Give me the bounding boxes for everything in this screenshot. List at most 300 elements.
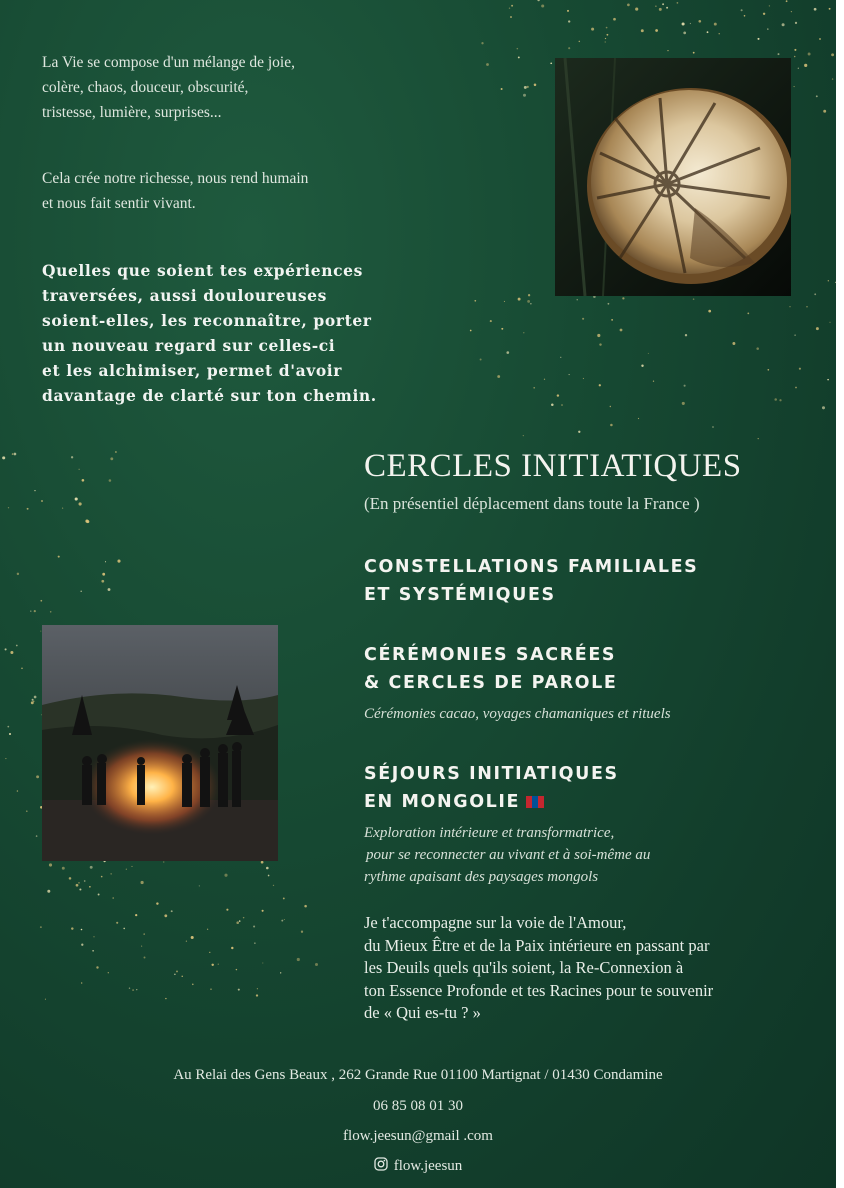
sparkle-dot bbox=[608, 303, 610, 305]
sparkle-dot bbox=[804, 64, 807, 67]
sparkle-dot bbox=[829, 8, 831, 10]
sparkle-dot bbox=[490, 320, 492, 322]
sparkle-dot bbox=[682, 402, 685, 405]
sparkle-dot bbox=[79, 502, 82, 505]
sparkle-dot bbox=[268, 875, 270, 877]
sparkle-dot bbox=[511, 5, 513, 7]
sparkle-dot bbox=[769, 5, 770, 6]
sparkle-dot bbox=[79, 469, 80, 470]
sparkle-dot bbox=[207, 929, 208, 930]
sparkle-dot bbox=[527, 86, 529, 88]
sparkle-dot bbox=[257, 988, 258, 989]
sparkle-dot bbox=[794, 56, 796, 58]
sparkle-dot bbox=[132, 989, 134, 991]
sparkle-dot bbox=[191, 936, 194, 939]
sparkle-dot bbox=[560, 357, 561, 358]
sparkle-dot bbox=[523, 435, 524, 436]
sparkle-dot bbox=[667, 50, 668, 51]
sparkle-dot bbox=[262, 910, 264, 912]
sparkle-dot bbox=[76, 884, 79, 887]
sparkle-dot bbox=[798, 68, 799, 69]
sparkle-dot bbox=[261, 861, 264, 864]
sparkle-dot bbox=[50, 611, 52, 613]
sparkle-dot bbox=[226, 909, 228, 911]
sparkle-dot bbox=[86, 520, 89, 523]
sparkle-dot bbox=[620, 329, 623, 332]
sparkle-dot bbox=[795, 22, 797, 24]
sparkle-dot bbox=[81, 944, 83, 946]
sparkle-dot bbox=[794, 49, 796, 51]
sparkle-dot bbox=[27, 508, 29, 510]
sparkle-dot bbox=[655, 29, 658, 32]
sparkle-dot bbox=[7, 726, 9, 728]
sparkle-dot bbox=[58, 556, 60, 558]
sparkle-dot bbox=[262, 962, 263, 963]
campfire-photo bbox=[42, 625, 278, 861]
sparkle-dot bbox=[165, 998, 166, 999]
sparkle-dot bbox=[129, 987, 130, 988]
sparkle-dot bbox=[71, 456, 73, 458]
sparkle-dot bbox=[92, 950, 94, 952]
sparkle-dot bbox=[156, 902, 158, 904]
intro-paragraph-2 bbox=[42, 166, 308, 216]
paragraph-line: de « Qui es-tu ? » bbox=[364, 1003, 481, 1022]
sparkle-dot bbox=[236, 969, 237, 970]
sparkle-dot bbox=[17, 790, 19, 792]
sparkle-dot bbox=[816, 327, 819, 330]
sparkle-dot bbox=[36, 835, 38, 837]
sparkle-dot bbox=[486, 63, 489, 66]
sparkle-dot bbox=[211, 964, 213, 966]
intro-line: tristesse, lumière, surprises... bbox=[42, 104, 222, 121]
sparkle-dot bbox=[199, 885, 200, 886]
sparkle-dot bbox=[763, 13, 765, 15]
sparkle-dot bbox=[17, 573, 19, 575]
sparkle-dot bbox=[568, 20, 570, 22]
highlight-line: Quelles que soient tes expériences bbox=[42, 261, 363, 280]
sparkle-dot bbox=[794, 334, 796, 336]
sparkle-dot bbox=[45, 999, 46, 1000]
sparkle-dot bbox=[823, 110, 826, 113]
description-line: Exploration intérieure et transformatrice, bbox=[364, 825, 615, 841]
description-line: pour se reconnecter au vivant et à soi-même au bbox=[366, 847, 651, 863]
sparkle-dot bbox=[747, 313, 749, 315]
sparkle-dot bbox=[266, 867, 269, 870]
sparkle-dot bbox=[577, 299, 578, 300]
sparkle-dot bbox=[806, 306, 807, 307]
sparkle-dot bbox=[741, 9, 743, 11]
sparkle-dot bbox=[605, 41, 606, 42]
sparkle-dot bbox=[814, 8, 817, 11]
sparkle-dot bbox=[819, 38, 821, 40]
paragraph-line: Je t'accompagne sur la voie de l'Amour, bbox=[364, 913, 627, 932]
sparkle-dot bbox=[62, 867, 65, 870]
heading-line: SÉJOURS INITIATIQUES bbox=[364, 764, 619, 784]
sparkle-dot bbox=[62, 507, 63, 508]
sparkle-dot bbox=[5, 648, 7, 650]
heading-line-with-flag bbox=[364, 788, 619, 816]
sparkle-dot bbox=[8, 507, 9, 508]
sparkle-dot bbox=[243, 917, 245, 919]
sparkle-dot bbox=[239, 920, 241, 922]
sparkle-dot bbox=[34, 610, 36, 612]
sparkle-dot bbox=[131, 866, 132, 867]
sparkle-dot bbox=[690, 23, 691, 24]
cercles-subtitle: (En présentiel déplacement dans toute la France ) bbox=[364, 494, 700, 513]
sparkle-dot bbox=[115, 451, 117, 453]
sparkle-dot bbox=[90, 866, 93, 869]
sparkle-dot bbox=[111, 873, 112, 874]
sparkle-dot bbox=[791, 11, 792, 12]
sparkle-dot bbox=[544, 379, 545, 380]
sparkle-dot bbox=[141, 881, 144, 884]
sparkle-dot bbox=[599, 384, 601, 386]
sparkle-dot bbox=[47, 890, 50, 893]
sparkle-dot bbox=[567, 10, 569, 12]
sparkle-dot bbox=[40, 600, 42, 602]
sparkle-dot bbox=[611, 319, 613, 321]
sparkle-dot bbox=[610, 406, 611, 407]
sparkle-dot bbox=[32, 699, 34, 701]
sparkle-dot bbox=[21, 667, 23, 669]
sparkle-dot bbox=[638, 418, 639, 419]
sparkle-dot bbox=[231, 947, 233, 949]
sparkle-dot bbox=[71, 927, 73, 929]
sparkle-dot bbox=[822, 406, 825, 409]
sparkle-dot bbox=[524, 86, 527, 89]
instagram-icon bbox=[374, 1157, 388, 1171]
sparkle-dot bbox=[682, 22, 685, 25]
sparkle-dot bbox=[541, 4, 544, 7]
sparkle-dot bbox=[192, 984, 194, 986]
sparkle-dot bbox=[790, 306, 791, 307]
sparkle-dot bbox=[641, 29, 644, 32]
sparkle-dot bbox=[635, 8, 638, 11]
sparkle-dot bbox=[756, 347, 759, 350]
instagram-handle: flow.jeesun bbox=[393, 1158, 463, 1174]
intro-line: et nous fait sentir vivant. bbox=[42, 195, 196, 212]
sparkle-dot bbox=[677, 2, 679, 4]
sparkle-dot bbox=[112, 897, 114, 899]
sparkle-dot bbox=[782, 23, 785, 26]
sparkle-dot bbox=[117, 560, 120, 563]
sparkle-dot bbox=[10, 651, 13, 654]
sparkle-dot bbox=[779, 399, 781, 401]
sparkle-dot bbox=[767, 28, 769, 30]
sparkle-dot bbox=[693, 298, 695, 300]
sparkle-dot bbox=[659, 8, 662, 11]
sparkle-dot bbox=[109, 479, 112, 482]
sparkle-dot bbox=[16, 645, 18, 647]
sparkle-dot bbox=[648, 353, 649, 354]
sparkle-dot bbox=[799, 368, 801, 370]
sparkle-dot bbox=[36, 775, 39, 778]
heading-line: ET SYSTÉMIQUES bbox=[364, 585, 556, 605]
sparkle-dot bbox=[518, 298, 521, 301]
sparkle-dot bbox=[33, 701, 34, 702]
sparkle-dot bbox=[655, 5, 657, 7]
sparkle-dot bbox=[41, 500, 43, 502]
highlight-line: et les alchimiser, permet d'avoir bbox=[42, 361, 343, 380]
sparkle-dot bbox=[236, 921, 239, 924]
sparkle-dot bbox=[297, 958, 300, 961]
sparkle-dot bbox=[774, 398, 777, 401]
sparkle-dot bbox=[597, 334, 600, 337]
sparkle-dot bbox=[569, 374, 570, 375]
email-address: flow.jeesun@gmail .com bbox=[343, 1128, 493, 1144]
sparkle-dot bbox=[685, 334, 687, 336]
sparkle-dot bbox=[136, 989, 137, 990]
sparkle-dot bbox=[224, 874, 227, 877]
sparkle-dot bbox=[34, 696, 37, 699]
sparkle-dot bbox=[816, 95, 818, 97]
sparkle-dot bbox=[280, 972, 281, 973]
sparkle-dot bbox=[5, 758, 6, 759]
sparkle-dot bbox=[708, 310, 711, 313]
paragraph-line: les Deuils quels qu'ils soient, la Re-Connexion à bbox=[364, 958, 684, 977]
paragraph-line: ton Essence Profonde et tes Racines pour te souvenir bbox=[364, 980, 714, 1000]
sparkle-dot bbox=[186, 941, 187, 942]
sparkle-dot bbox=[714, 23, 717, 26]
sparkle-dot bbox=[828, 280, 829, 281]
sparkle-dot bbox=[758, 438, 759, 439]
sparkle-dot bbox=[808, 53, 811, 56]
sparkle-dot bbox=[135, 914, 137, 916]
sparkle-dot bbox=[82, 479, 85, 482]
drum-illustration bbox=[555, 58, 791, 296]
sparkle-dot bbox=[126, 869, 127, 870]
description-line: rythme apaisant des paysages mongols bbox=[364, 869, 599, 885]
sparkle-dot bbox=[533, 387, 535, 389]
sparkle-dot bbox=[831, 53, 834, 56]
sparkle-dot bbox=[579, 41, 581, 43]
sparkle-dot bbox=[832, 78, 833, 79]
heading-line: CONSTELLATIONS FAMILIALES bbox=[364, 557, 699, 577]
sparkle-dot bbox=[578, 431, 580, 433]
sparkle-dot bbox=[534, 84, 537, 87]
sparkle-dot bbox=[304, 905, 307, 908]
intro-line: Cela crée notre richesse, nous rend humain bbox=[42, 170, 309, 187]
sparkle-dot bbox=[81, 982, 82, 983]
sparkle-dot bbox=[497, 375, 500, 378]
intro-paragraph-1 bbox=[42, 50, 295, 125]
sparkle-dot bbox=[814, 293, 816, 295]
sparkle-dot bbox=[209, 952, 210, 953]
sparkle-dot bbox=[641, 364, 643, 366]
sparkle-dot bbox=[102, 573, 105, 576]
sparkle-dot bbox=[693, 52, 695, 54]
sparkle-dot bbox=[283, 897, 285, 899]
sparkle-dot bbox=[480, 359, 482, 361]
intro-line: colère, chaos, douceur, obscurité, bbox=[42, 79, 249, 96]
sparkle-dot bbox=[474, 300, 476, 302]
sparkle-dot bbox=[683, 32, 686, 35]
sparkle-dot bbox=[116, 922, 118, 924]
sparkle-dot bbox=[757, 38, 759, 40]
sparkle-dot bbox=[622, 297, 624, 299]
sparkle-dot bbox=[174, 974, 175, 975]
sparkle-dot bbox=[78, 882, 79, 883]
sparkle-dot bbox=[105, 561, 106, 562]
phone-number: 06 85 08 01 30 bbox=[373, 1098, 463, 1114]
sparkle-dot bbox=[98, 894, 100, 896]
instagram-handle-row bbox=[0, 1157, 836, 1175]
sparkle-dot bbox=[778, 53, 780, 55]
constellations-heading bbox=[364, 553, 698, 609]
sparkle-dot bbox=[30, 610, 31, 611]
sparkle-dot bbox=[613, 18, 616, 21]
sparkle-dot bbox=[527, 300, 530, 303]
sparkle-dot bbox=[744, 15, 746, 17]
sparkle-dot bbox=[470, 330, 472, 332]
sparkle-dot bbox=[528, 294, 530, 296]
sparkle-dot bbox=[501, 328, 503, 330]
sparkle-dot bbox=[582, 318, 584, 320]
sparkle-dot bbox=[698, 20, 701, 23]
heading-line: CÉRÉMONIES SACRÉES bbox=[364, 645, 617, 665]
sparkle-dot bbox=[34, 490, 35, 491]
highlight-line: un nouveau regard sur celles-ci bbox=[42, 336, 336, 355]
accompaniment-paragraph bbox=[364, 912, 824, 1025]
sparkle-dot bbox=[605, 38, 606, 39]
sparkle-dot bbox=[666, 7, 668, 9]
sparkle-dot bbox=[101, 580, 104, 583]
sparkle-dot bbox=[653, 381, 654, 382]
sparkle-dot bbox=[182, 976, 183, 977]
sparkle-dot bbox=[684, 385, 686, 387]
sparkle-dot bbox=[123, 928, 125, 930]
sparkle-dot bbox=[75, 497, 78, 500]
sparkle-dot bbox=[829, 322, 830, 323]
sparkle-dot bbox=[273, 885, 274, 886]
sparkle-dot bbox=[96, 966, 98, 968]
sparkle-dot bbox=[171, 910, 173, 912]
sparkle-dot bbox=[101, 876, 103, 878]
sparkle-dot bbox=[108, 588, 111, 591]
sparkle-dot bbox=[210, 989, 211, 990]
sejours-heading bbox=[364, 760, 619, 816]
ceremonies-description: Cérémonies cacao, voyages chamaniques et rituels bbox=[364, 706, 671, 722]
sparkle-dot bbox=[827, 379, 829, 381]
sparkle-dot bbox=[732, 342, 735, 345]
sparkle-dot bbox=[31, 701, 34, 704]
sparkle-dot bbox=[12, 453, 13, 454]
sparkle-dot bbox=[93, 936, 94, 937]
sparkle-dot bbox=[506, 351, 509, 354]
sejours-description bbox=[364, 822, 650, 888]
sparkle-dot bbox=[719, 33, 720, 34]
sparkle-dot bbox=[110, 457, 113, 460]
sparkle-dot bbox=[767, 369, 769, 371]
drum-photo bbox=[555, 58, 791, 296]
sparkle-dot bbox=[510, 16, 512, 18]
sparkle-dot bbox=[254, 942, 255, 943]
highlight-line: traversées, aussi douloureuses bbox=[42, 286, 327, 305]
sparkle-dot bbox=[163, 861, 164, 862]
sparkle-dot bbox=[164, 914, 167, 917]
sparkle-dot bbox=[523, 94, 526, 97]
sparkle-dot bbox=[509, 8, 510, 9]
sparkle-dot bbox=[523, 332, 524, 333]
sparkle-dot bbox=[504, 301, 505, 302]
sparkle-dot bbox=[606, 34, 608, 36]
sparkle-dot bbox=[141, 946, 142, 947]
sparkle-dot bbox=[583, 378, 584, 379]
sparkle-dot bbox=[517, 48, 519, 50]
sparkle-dot bbox=[481, 42, 483, 44]
sparkle-dot bbox=[786, 0, 788, 2]
ceremonies-heading bbox=[364, 641, 617, 697]
sparkle-dot bbox=[537, 0, 539, 1]
sparkle-dot bbox=[501, 88, 503, 90]
sparkle-dot bbox=[315, 963, 318, 966]
sparkle-dot bbox=[281, 920, 283, 922]
sparkle-dot bbox=[80, 591, 82, 593]
campfire-illustration bbox=[42, 625, 278, 861]
sparkle-dot bbox=[557, 394, 559, 396]
sparkle-dot bbox=[712, 426, 713, 427]
sparkle-dot bbox=[606, 27, 608, 29]
sparkle-dot bbox=[627, 4, 630, 7]
sparkle-dot bbox=[599, 343, 601, 345]
sparkle-dot bbox=[79, 888, 81, 890]
sparkle-dot bbox=[84, 880, 86, 882]
sparkle-dot bbox=[14, 453, 17, 456]
sparkle-dot bbox=[9, 733, 11, 735]
sparkle-dot bbox=[794, 86, 795, 87]
sparkle-dot bbox=[89, 886, 91, 888]
mongolia-flag-icon bbox=[526, 796, 544, 808]
sparkle-dot bbox=[26, 810, 28, 812]
sparkle-dot bbox=[81, 929, 83, 931]
sparkle-dot bbox=[40, 926, 42, 928]
sparkle-dot bbox=[301, 931, 303, 933]
sparkle-dot bbox=[610, 424, 613, 427]
sparkle-dot bbox=[69, 877, 72, 880]
sparkle-dot bbox=[238, 989, 240, 991]
sparkle-dot bbox=[518, 56, 520, 58]
sparkle-dot bbox=[143, 933, 145, 935]
highlight-line: davantage de clarté sur ton chemin. bbox=[42, 386, 377, 405]
sparkle-dot bbox=[662, 3, 664, 5]
intro-line: La Vie se compose d'un mélange de joie, bbox=[42, 54, 295, 71]
paragraph-line: du Mieux Être et de la Paix intérieure en passant par bbox=[364, 935, 710, 955]
sparkle-dot bbox=[256, 994, 258, 996]
sparkle-dot bbox=[561, 404, 563, 406]
sparkle-dot bbox=[568, 47, 570, 49]
sparkle-dot bbox=[176, 970, 178, 972]
sparkle-dot bbox=[591, 28, 594, 31]
sparkle-dot bbox=[550, 62, 552, 64]
highlight-line: soient-elles, les reconnaître, porter bbox=[42, 311, 372, 330]
heading-line: EN MONGOLIE bbox=[364, 792, 521, 812]
sparkle-dot bbox=[85, 520, 88, 523]
address: Au Relai des Gens Beaux , 262 Grande Rue 01100 Martignat / 01430 Condamine bbox=[173, 1067, 663, 1083]
sparkle-dot bbox=[49, 863, 52, 866]
sparkle-dot bbox=[2, 456, 5, 459]
sparkle-dot bbox=[530, 303, 531, 304]
sparkle-dot bbox=[551, 404, 554, 407]
heading-line: & CERCLES DE PAROLE bbox=[364, 673, 618, 693]
sparkle-dot bbox=[253, 925, 255, 927]
sparkle-dot bbox=[284, 919, 285, 920]
sparkle-dot bbox=[108, 972, 109, 973]
sparkle-dot bbox=[144, 957, 146, 959]
highlight-quote bbox=[42, 258, 442, 408]
sparkle-dot bbox=[218, 964, 219, 965]
sparkle-dot bbox=[707, 31, 709, 33]
cercles-title: CERCLES INITIATIQUES bbox=[364, 448, 742, 484]
